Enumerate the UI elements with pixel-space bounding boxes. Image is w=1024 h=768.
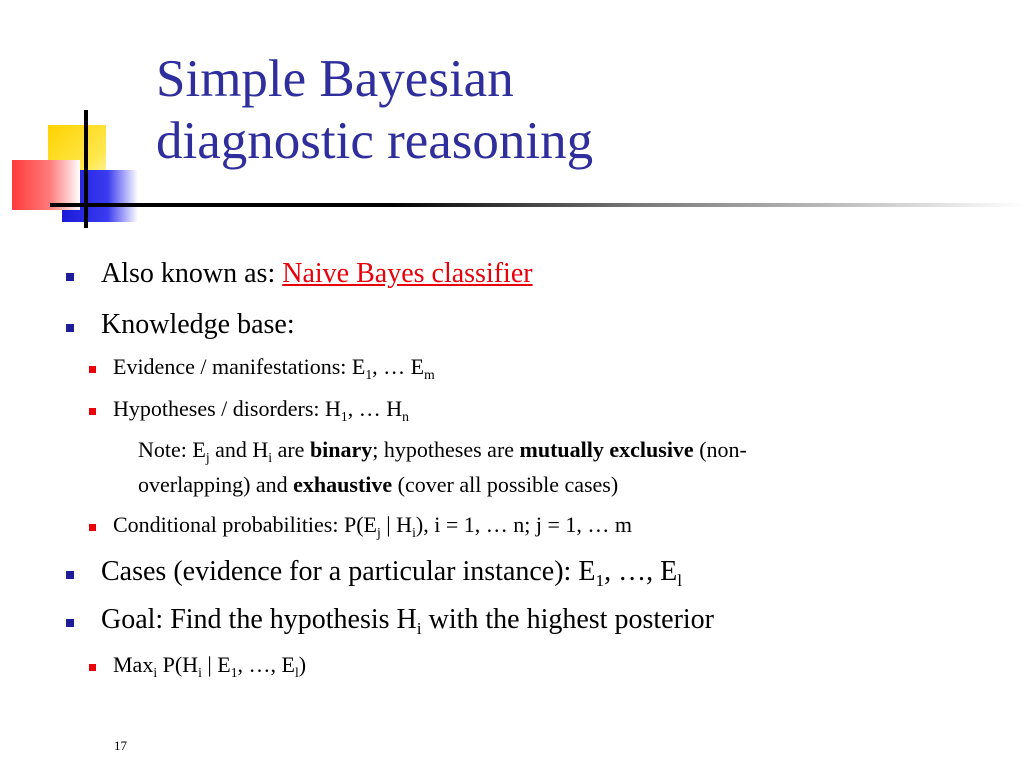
title-underline-rule bbox=[50, 203, 1024, 207]
bullet-knowledge-base: Knowledge base: bbox=[101, 309, 295, 340]
sub-bullet-square-icon bbox=[89, 524, 96, 531]
bullet-square-icon bbox=[66, 273, 74, 281]
bullet-square-icon bbox=[66, 324, 74, 332]
page-number: 17 bbox=[114, 738, 127, 753]
naive-bayes-link[interactable]: Naive Bayes classifier bbox=[282, 258, 533, 289]
sub-bullet-square-icon bbox=[89, 664, 96, 671]
bullet-square-icon bbox=[66, 619, 74, 627]
note-line-2: overlapping) and exhaustive (cover all possible cases) bbox=[138, 472, 619, 497]
sub-bullet-square-icon bbox=[89, 408, 96, 415]
bullet-goal: Goal: Find the hypothesis $H_i$ with the highest posterior bbox=[101, 604, 714, 639]
note-line-1: Note: $E_j$ and $H_i$ are binary; hypotheses are mutually exclusive (non- bbox=[138, 437, 747, 465]
sub-bullet-hypotheses: Hypotheses / disorders: $H_1$, … $H_n$ bbox=[113, 396, 409, 424]
logo-vertical-rule bbox=[84, 110, 88, 228]
sub-bullet-max: Max$_i$ $P(H_i$ | $E_1$, …, $E_l$) bbox=[113, 652, 307, 680]
slide-title-line2: diagnostic reasoning bbox=[156, 112, 594, 170]
sub-bullet-square-icon bbox=[89, 366, 96, 373]
slide-title-line1: Simple Bayesian bbox=[156, 50, 514, 108]
sub-bullet-evidence: Evidence / manifestations: $E_1$, … $E_m$ bbox=[113, 354, 435, 382]
sub-bullet-conditional-probabilities: Conditional probabilities: $P(E_j$ | $H_i$), i = 1, … n; j = 1, … m bbox=[113, 512, 632, 540]
slide-title bbox=[156, 48, 593, 172]
bullet-also-known-as: Also known as: Naive Bayes classifier bbox=[101, 258, 533, 289]
bullet-cases: Cases (evidence for a particular instance): $E_1$, …, $E_l$ bbox=[101, 556, 683, 591]
bullet-square-icon bbox=[66, 571, 74, 579]
